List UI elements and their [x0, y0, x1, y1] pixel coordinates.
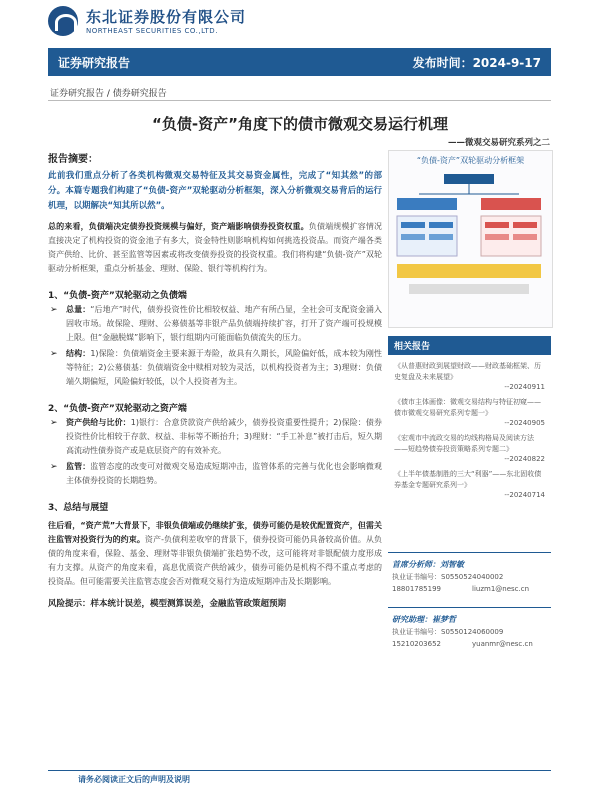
main-content — [48, 148, 382, 609]
related-report-date: --20240714 — [504, 491, 545, 499]
overview-paragraph — [48, 220, 382, 276]
section-2-bullet-1 — [48, 416, 382, 458]
related-report-title[interactable]: 《上半年债基制胜的三大“利器”——东北固收债券基金专题研究系列一》 — [394, 470, 542, 489]
diagram-chip — [485, 222, 509, 228]
framework-figure — [388, 150, 553, 328]
analyst-email[interactable]: liuzm1@nesc.cn — [472, 585, 530, 593]
publish-date: 发布时间：2024-9-17 — [412, 56, 541, 70]
summary-heading: 报告摘要： — [48, 154, 98, 165]
analyst-info — [388, 548, 551, 650]
analyst-card — [388, 614, 551, 650]
diagram-chip — [429, 234, 453, 240]
bullet-text: 监管态度的改变可对微观交易造成短期冲击，监管体系的完善与优化也会影响微观主体债券投资的长期趋势。 — [66, 462, 383, 485]
analyst-phone: 18801785199 — [392, 585, 441, 593]
analyst-contact — [392, 583, 551, 595]
logo-emblem-icon — [48, 6, 78, 36]
divider — [388, 607, 551, 608]
analyst-name: 崔梦哲 — [432, 615, 456, 624]
analyst-phone: 15210203652 — [392, 640, 441, 648]
outlook-paragraph — [48, 519, 382, 589]
framework-diagram — [389, 170, 550, 320]
diagram-chip — [485, 234, 509, 240]
bullet-text: 1)银行：合意贷款资产供给减少，债券投资重要性提升；2)保险：债券投资性价比相较于存款、权益、非标等不断抬升；3)理财：“手工补息”被打击后，短久期高流动性债券资产或是底层资产的有效补充。 — [66, 418, 383, 455]
analyst-card — [388, 559, 551, 595]
section-2-bullet-2 — [48, 460, 382, 488]
bullet-bold: 总量： — [66, 305, 91, 314]
section-1-bullet-1 — [48, 303, 382, 345]
related-report-date: --20240822 — [504, 455, 545, 463]
bullet-bold: 结构： — [66, 349, 91, 358]
cert-number: S0550524040002 — [441, 573, 504, 581]
related-report-title[interactable]: 《从普惠财政到展望财政——财政基础框架、历史复盘及未来展望》 — [394, 362, 541, 381]
diagram-top-node — [444, 174, 494, 184]
related-report-date: --20240905 — [504, 419, 545, 427]
diagram-right-node — [481, 198, 541, 210]
footer-divider — [48, 770, 551, 771]
report-subtitle: ——微观交易研究系列之二 — [447, 138, 550, 148]
divider — [48, 100, 551, 101]
overview-bold: 总的来看，负债端决定债券投资规模与偏好，资产端影响债券投资权重。 — [48, 222, 309, 231]
diagram-footer-bar — [409, 284, 529, 294]
diagram-chip — [513, 222, 537, 228]
company-name-cn: 东北证券股份有限公司 — [86, 8, 247, 26]
bullet-bold: 资产供给与比价： — [66, 418, 131, 427]
diagram-chip — [401, 222, 425, 228]
bullet-arrow-icon: ➢ — [50, 349, 58, 359]
company-logo — [48, 6, 308, 40]
related-reports — [388, 336, 551, 536]
analyst-heading — [392, 614, 551, 626]
outlook-bold: 往后看，“资产荒”大背景下，非银负债端或仍继续扩张，债券可能仍是较优配置资产，但需关注监管对投资行为的约束。 — [48, 521, 382, 544]
breadcrumb: 证券研究报告 / 债券研究报告 — [50, 89, 167, 99]
analyst-cert — [392, 626, 551, 638]
bullet-bold: 监管： — [66, 462, 91, 471]
cert-label: 执业证书编号： — [392, 573, 441, 581]
cert-label: 执业证书编号： — [392, 628, 441, 636]
analyst-name: 刘智敏 — [440, 560, 464, 569]
cert-number: S0550124060009 — [441, 628, 504, 636]
section-3-heading: 3、总结与展望 — [48, 503, 109, 513]
bullet-arrow-icon: ➢ — [50, 462, 58, 472]
analyst-cert — [392, 571, 551, 583]
analyst-role: 研究助理： — [392, 615, 432, 624]
disclaimer-note: 请务必阅读正文后的声明及说明 — [78, 775, 190, 784]
bullet-text: “后地产”时代，债券投资性价比相较权益、地产有所凸显，全社会可支配资金涌入固收市场。故保险、理财、公募债基等非银产品负债端持续扩容，打开了资产端可投规模上限。但“金融脱媒”影响下，银行组期内可能面临负债流失的压力。 — [66, 305, 383, 342]
report-type: 证券研究报告 — [58, 56, 131, 70]
abstract: 此前我们重点分析了各类机构微观交易特征及其交易资金属性，完成了“知其然”的部分。本篇专题我们构建了“负债-资产”双轮驱动分析框架，深入分析微观交易背后的运行机理，以期解决“知其所以然”。 — [48, 171, 382, 211]
analyst-role: 首席分析师： — [392, 560, 440, 569]
bullet-text: 1)保险：负债端资金主要来源于寿险，故具有久期长，风险偏好低，成本较为刚性等特征；2)公募债基：负债端资金中赎相对较为灵活，以机构投资者为主；3)理财：负债端久期偏短，风险偏好较低，以个人投资者为主。 — [66, 349, 383, 386]
analyst-contact — [392, 638, 551, 650]
related-heading: 相关报告 — [388, 336, 551, 355]
report-banner — [48, 48, 551, 76]
section-2-heading: 2、“负债-资产”双轮驱动之资产端 — [48, 404, 187, 414]
diagram-left-node — [397, 198, 457, 210]
outlook-text: 资产-负债利差收窄的背景下，债券投资可能仍具备较高价值。从负债的角度来看，保险、基金、理财等非银负债端扩张趋势不改，这可能将对非银配债力度形成有力支撑。从资产的角度来看，高息优质资产供给减少，债券可能仍是机构不得不重点考虑的投资品。但可能需要关注监管态度会否对微观交易行为造成短期冲击及长期影响。 — [48, 535, 383, 586]
diagram-bottom-bar — [397, 264, 541, 278]
diagram-chip — [401, 234, 425, 240]
divider — [388, 552, 551, 553]
related-report-title[interactable]: 《宏观市中流政交易的均线构格局及阅读方法——短趋势债券投资策略系列专题二》 — [394, 434, 534, 453]
figure-title: “负债-资产”双轮驱动分析框架 — [416, 156, 525, 165]
report-title: “负债-资产”角度下的债市微观交易运行机理 — [152, 115, 448, 133]
company-name-en: NORTHEAST SECURITIES CO.,LTD. — [86, 27, 218, 35]
page-footer — [48, 770, 551, 785]
bullet-arrow-icon: ➢ — [50, 418, 58, 428]
analyst-email[interactable]: yuanmr@nesc.cn — [472, 640, 533, 648]
overview-text: 负债端规模扩容情况直接决定了机构投资的资金池子有多大，资金特性则影响机构如何挑选投资品。而资产端各类资产供给、比价、甚至监管等因素或将改变债券投资的投资权重。我们将构建“负债-资产”双轮驱动分析框架，重点分析基金、理财、保险、银行等机构行为。 — [48, 222, 382, 273]
bullet-arrow-icon: ➢ — [50, 305, 58, 315]
risk-warning: 风险提示：样本统计误差，模型测算误差，金融监管政策超预期 — [48, 599, 287, 609]
diagram-chip — [429, 222, 453, 228]
diagram-chip — [513, 234, 537, 240]
section-1-heading: 1、“负债-资产”双轮驱动之负债端 — [48, 291, 187, 301]
related-report-title[interactable]: 《债市主体画像：微观交易结构与特征初窥——债市微观交易研究系列专题一》 — [394, 398, 541, 417]
section-1-bullet-2 — [48, 347, 382, 389]
analyst-heading — [392, 559, 551, 571]
related-report-date: --20240911 — [504, 383, 545, 391]
